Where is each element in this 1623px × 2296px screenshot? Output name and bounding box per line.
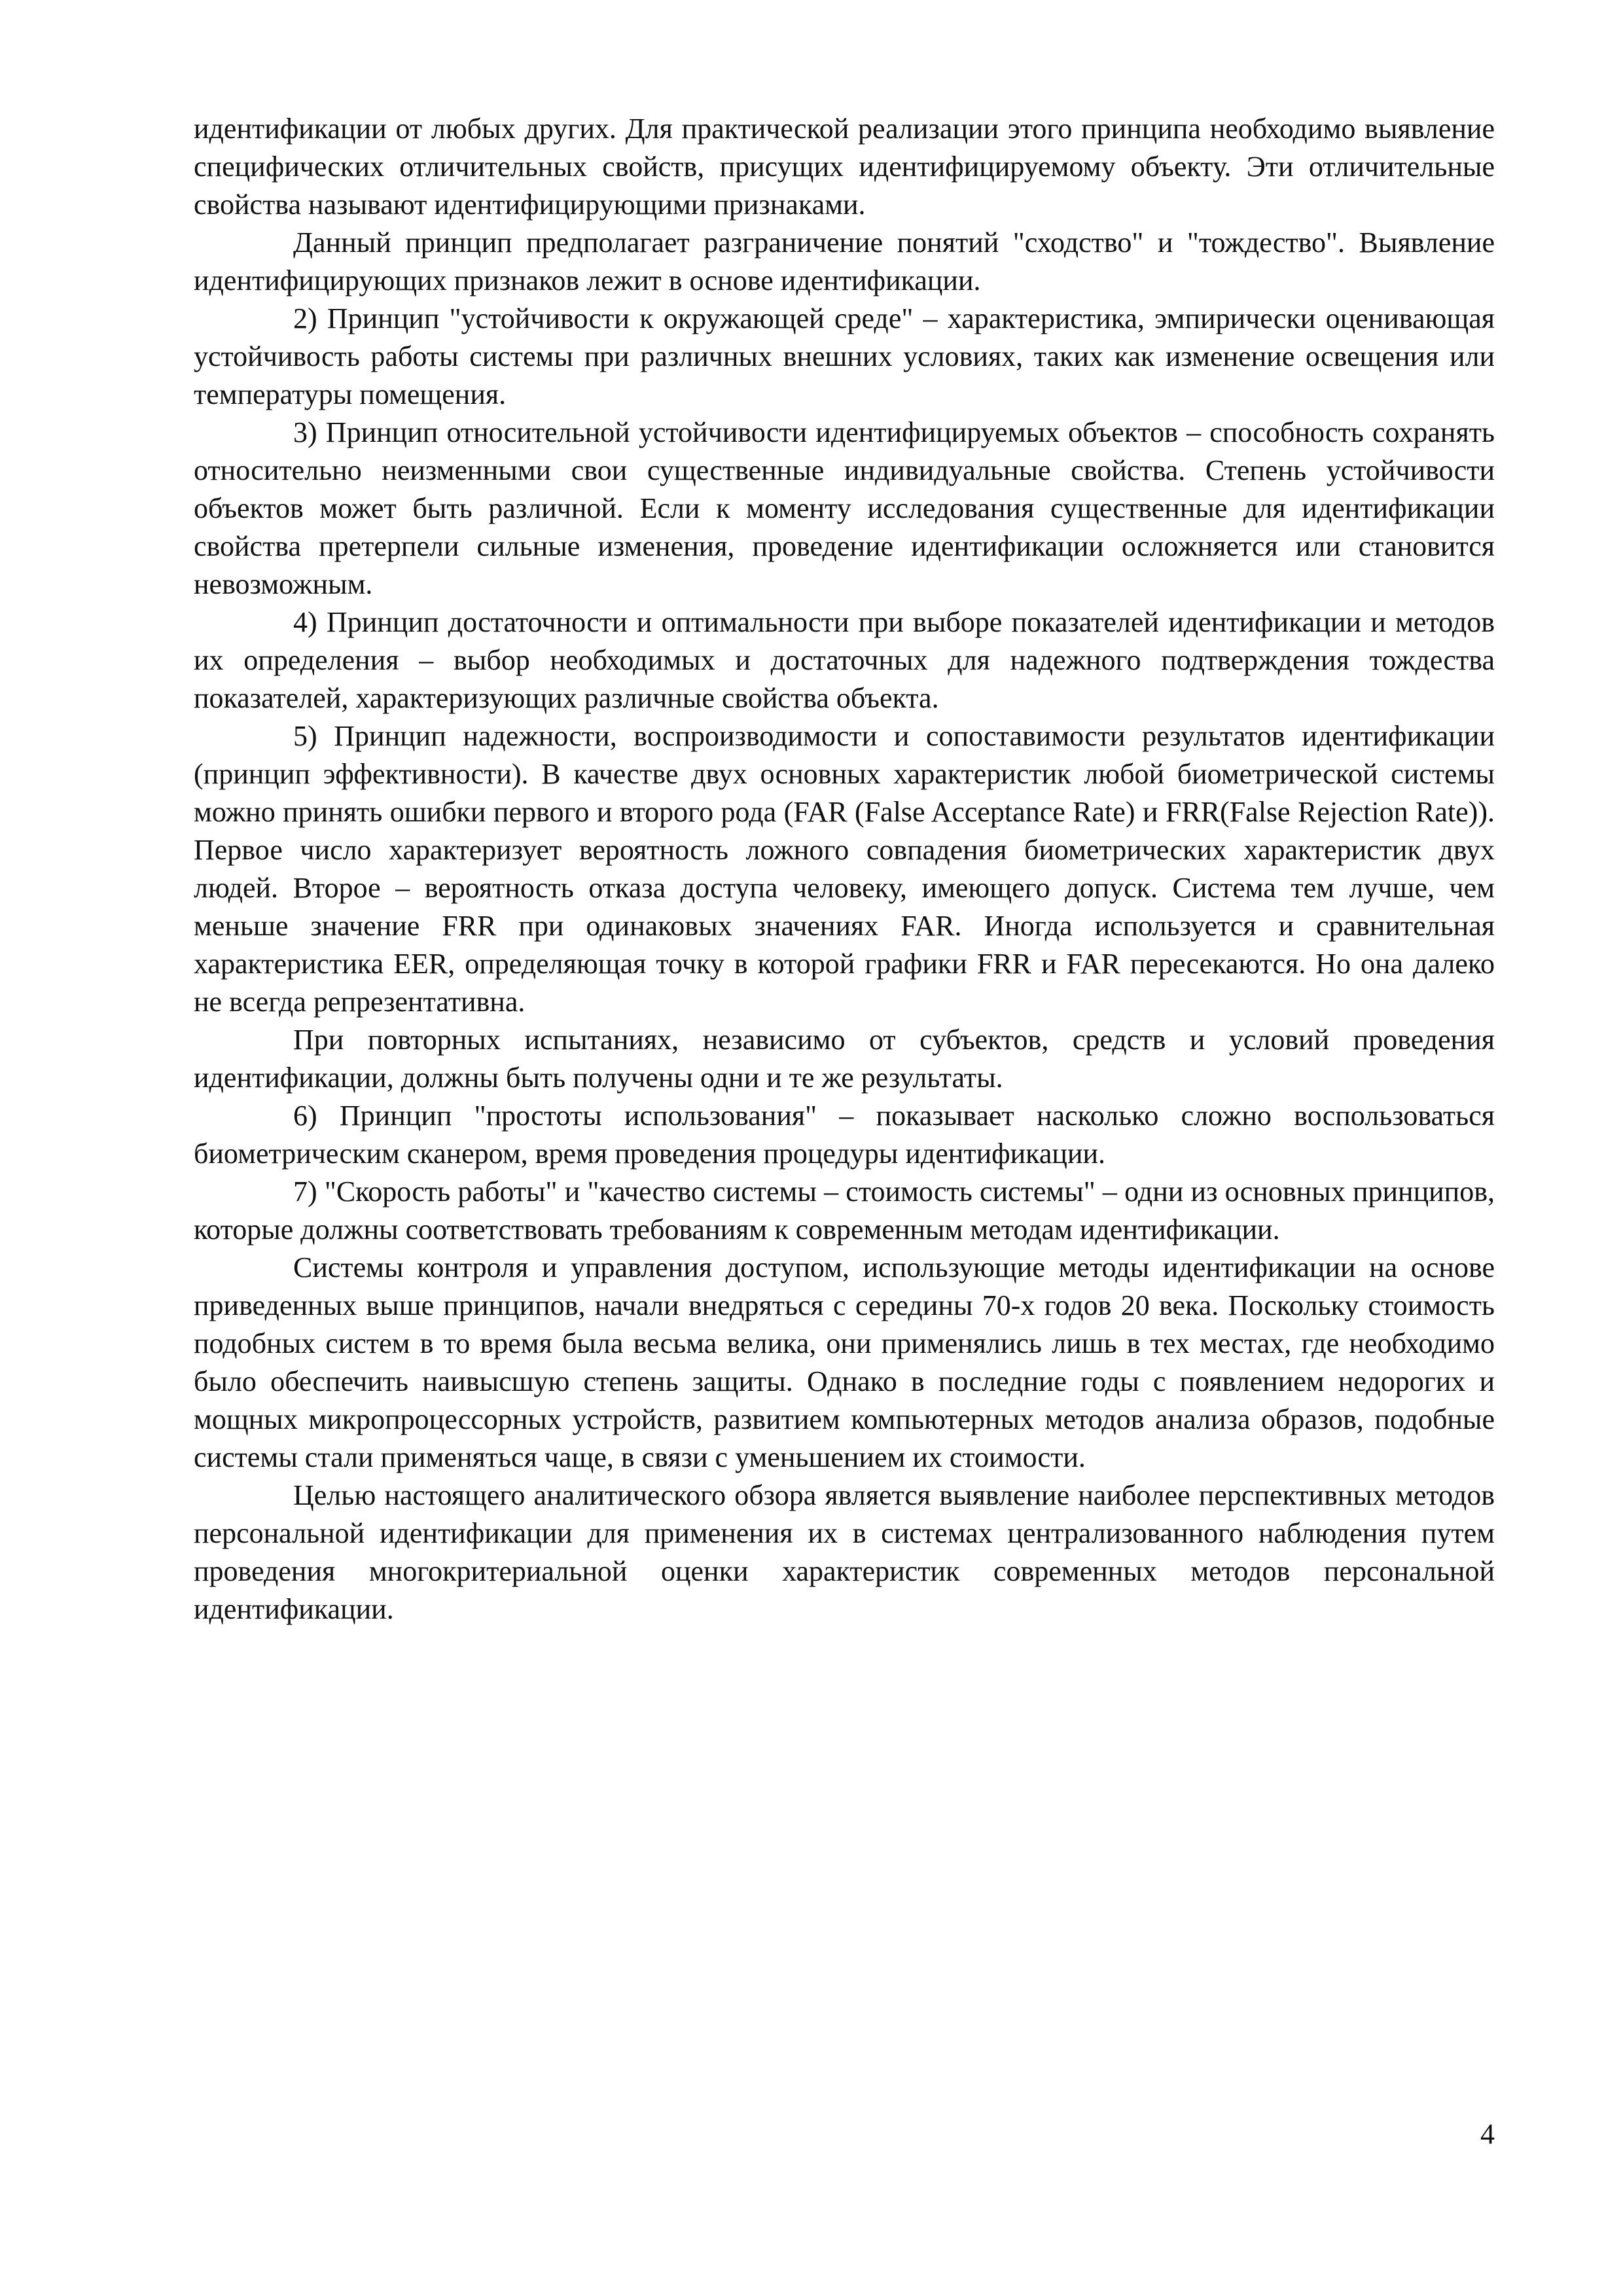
paragraph-review-goal: Целью настоящего аналитического обзора является выявление наиболее перспективных методов персональной идентификации для применения их в системах централизованного наблюдения путем проведения многокритериальной оценки характеристик современных методов персональной идентификации. xyxy=(194,1479,1495,1625)
page-number: 4 xyxy=(1480,2118,1495,2150)
paragraph-principle-4: 4) Принцип достаточности и оптимальности при выборе показателей идентификации и методов их определения – выбор необходимых и достаточных для надежного подтверждения тождества показателей, характеризующих различные свойства объекта. xyxy=(194,606,1495,714)
body-text xyxy=(194,110,1495,1628)
paragraph-repeated-tests: При повторных испытаниях, независимо от субъектов, средств и условий проведения идентификации, должны быть получены одни и те же результаты. xyxy=(194,1024,1495,1094)
paragraph-similarity-identity: Данный принцип предполагает разграничение понятий "сходство" и "тождество". Выявление идентифицирующих признаков лежит в основе идентификации. xyxy=(194,226,1495,296)
paragraph-principle-2: 2) Принцип "устойчивости к окружающей среде" – характеристика, эмпирически оценивающая устойчивость работы системы при различных внешних условиях, таких как изменение освещения или температуры помещения. xyxy=(194,302,1495,410)
paragraph-access-control-systems: Системы контроля и управления доступом, использующие методы идентификации на основе приведенных выше принципов, начали внедряться с середины 70-х годов 20 века. Поскольку стоимость подобных систем в то время была весьма велика, они применялись лишь в тех местах, где необходимо было обеспечить наивысшую степень защиты. Однако в последние годы с появлением недорогих и мощных микропроцессорных устройств, развитием компьютерных методов анализа образов, подобные системы стали применяться чаще, в связи с уменьшением их стоимости. xyxy=(194,1251,1495,1473)
paragraph-continuation: идентификации от любых других. Для практической реализации этого принципа необходимо выявление специфических отличительных свойств, присущих идентифицируемому объекту. Эти отличительные свойства называют идентифицирующими признаками. xyxy=(194,113,1495,221)
paragraph-principle-5: 5) Принцип надежности, воспроизводимости и сопоставимости результатов идентификации (принцип эффективности). В качестве двух основных характеристик любой биометрической системы можно принять ошибки первого и второго рода (FAR (False Acceptance Rate) и FRR(False Rejection Rate)). Первое число характеризует вероятность ложного совпадения биометрических характеристик двух людей. Второе – вероятность отказа доступа человеку, имеющего допуск. Система тем лучше, чем меньше значение FRR при одинаковых значениях FAR. Иногда используется и сравнительная характеристика EER, определяющая точку в которой графики FRR и FAR пересекаются. Но она далеко не всегда репрезентативна. xyxy=(194,720,1495,1018)
paragraph-principle-7: 7) "Скорость работы" и "качество системы – стоимость системы" – одни из основных принципов, которые должны соответствовать требованиям к современным методам идентификации. xyxy=(194,1175,1495,1246)
paragraph-principle-3: 3) Принцип относительной устойчивости идентифицируемых объектов – способность сохранять относительно неизменными свои существенные индивидуальные свойства. Степень устойчивости объектов может быть различной. Если к моменту исследования существенные для идентификации свойства претерпели сильные изменения, проведение идентификации осложняется или становится невозможным. xyxy=(194,416,1495,600)
paragraph-principle-6: 6) Принцип "простоты использования" – показывает насколько сложно воспользоваться биометрическим сканером, время проведения процедуры идентификации. xyxy=(194,1100,1495,1170)
